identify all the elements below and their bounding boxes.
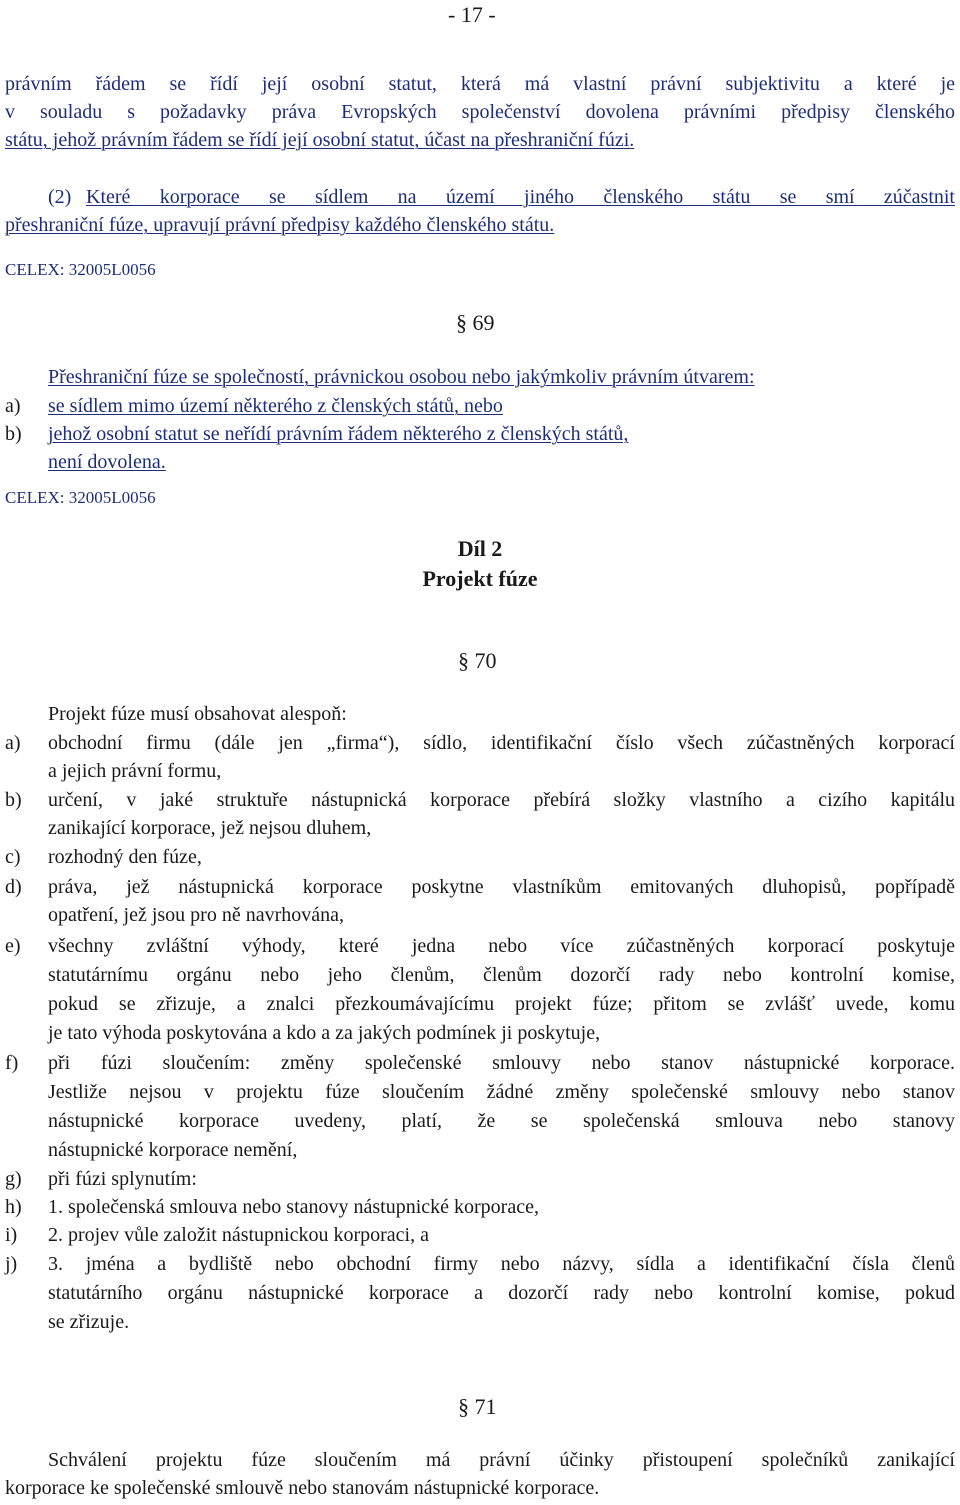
list-item-line: nástupnické korporace uvedeny, platí, že se společenská smlouva nebo stanovy bbox=[48, 1110, 955, 1132]
section-heading-69: § 69 bbox=[456, 310, 495, 335]
intro-line: právním řádem se řídí její osobní statut, která má vlastní právní subjektivitu a které je bbox=[5, 73, 955, 95]
intro-line: v souladu s požadavky práva Evropských společenství dovolena právními předpisy členského bbox=[5, 101, 955, 123]
list-item-line: je tato výhoda poskytována a kdo a za jakých podmínek ji poskytuje, bbox=[48, 1022, 601, 1044]
list-item-line: se zřizuje. bbox=[48, 1311, 130, 1333]
list-item-line: při fúzi sloučením: změny společenské smlouvy nebo stanov nástupnické korporace. bbox=[48, 1052, 955, 1074]
list-label: j) bbox=[5, 1253, 18, 1275]
list-item-line[interactable]: jehož osobní statut se neřídí právním řádem některého z členských států, bbox=[48, 423, 629, 445]
list-label: g) bbox=[5, 1168, 22, 1190]
section-69-lead[interactable]: Přeshraniční fúze se společností, právnickou osobou nebo jakýmkoliv právním útvarem: bbox=[48, 366, 755, 388]
list-item-line: a jejich právní formu, bbox=[48, 760, 222, 782]
list-item-line: nástupnické korporace nemění, bbox=[48, 1139, 298, 1161]
section-70-lead: Projekt fúze musí obsahovat alespoň: bbox=[48, 703, 347, 725]
list-item-line[interactable]: není dovolena. bbox=[48, 451, 166, 473]
para2-line[interactable]: přeshraniční fúze, upravují právní předpisy každého členského státu. bbox=[5, 214, 555, 236]
list-label: f) bbox=[5, 1052, 19, 1074]
list-label: c) bbox=[5, 846, 21, 868]
section-heading-71: § 71 bbox=[458, 1394, 497, 1419]
list-item-line: 1. společenská smlouva nebo stanovy nástupnické korporace, bbox=[48, 1196, 539, 1218]
paragraph-number: (2) bbox=[48, 186, 72, 208]
list-item-line: při fúzi splynutím: bbox=[48, 1168, 197, 1190]
list-item-line[interactable]: se sídlem mimo území některého z členských států, nebo bbox=[48, 395, 503, 417]
list-label: a) bbox=[5, 732, 21, 754]
part-title: Díl 2 bbox=[457, 536, 503, 561]
list-item-line: všechny zvláštní výhody, které jedna nebo více zúčastněných korporací poskytuje bbox=[48, 935, 955, 957]
list-item-line: rozhodný den fúze, bbox=[48, 846, 202, 868]
intro-line[interactable]: státu, jehož právním řádem se řídí její osobní statut, účast na přeshraniční fúzi. bbox=[5, 129, 635, 151]
list-item-line: opatření, jež jsou pro ně navrhována, bbox=[48, 904, 345, 926]
list-item-line: obchodní firmu (dále jen „firma“), sídlo, identifikační číslo všech zúčastněných korporací bbox=[48, 732, 955, 754]
celex-reference: CELEX: 32005L0056 bbox=[5, 260, 156, 279]
list-label: a) bbox=[5, 395, 21, 417]
section-heading-70: § 70 bbox=[458, 648, 497, 673]
list-label: b) bbox=[5, 789, 22, 811]
celex-reference: CELEX: 32005L0056 bbox=[5, 488, 156, 507]
list-label: b) bbox=[5, 423, 22, 445]
list-label: e) bbox=[5, 935, 21, 957]
list-item-line: určení, v jaké struktuře nástupnická korporace přebírá složky vlastního a cizího kapitálu bbox=[48, 789, 955, 811]
list-item-line: 2. projev vůle založit nástupnickou korporaci, a bbox=[48, 1224, 429, 1246]
list-label: d) bbox=[5, 876, 22, 898]
list-item-line: 3. jména a bydliště nebo obchodní firmy nebo názvy, sídla a identifikační čísla členů bbox=[48, 1253, 955, 1275]
list-item-line: zanikající korporace, jež nejsou dluhem, bbox=[48, 817, 372, 839]
list-item-line: Jestliže nejsou v projektu fúze sloučením žádné změny společenské smlouvy nebo stanov bbox=[48, 1081, 955, 1103]
section-71-line: korporace ke společenské smlouvě nebo stanovám nástupnické korporace. bbox=[5, 1477, 600, 1499]
list-label: h) bbox=[5, 1196, 22, 1218]
para2-line[interactable]: Které korporace se sídlem na území jiného členského státu se smí zúčastnit bbox=[86, 186, 955, 208]
list-label: i) bbox=[5, 1224, 18, 1246]
page-number: - 17 - bbox=[448, 2, 496, 27]
list-item-line: pokud se zřizuje, a znalci přezkoumávajícímu projekt fúze; přitom se zvlášť uvede, komu bbox=[48, 993, 955, 1015]
section-71-line: Schválení projektu fúze sloučením má právní účinky přistoupení společníků zanikající bbox=[48, 1449, 955, 1471]
list-item-line: statutárnímu orgánu nebo jeho členům, členům dozorčí rady nebo kontrolní komise, bbox=[48, 964, 955, 986]
list-item-line: práva, jež nástupnická korporace poskytne vlastníkům emitovaných dluhopisů, popřípadě bbox=[48, 876, 955, 898]
list-item-line: statutárního orgánu nástupnické korporace a dozorčí rady nebo kontrolní komise, pokud bbox=[48, 1282, 955, 1304]
part-subtitle: Projekt fúze bbox=[422, 566, 538, 591]
